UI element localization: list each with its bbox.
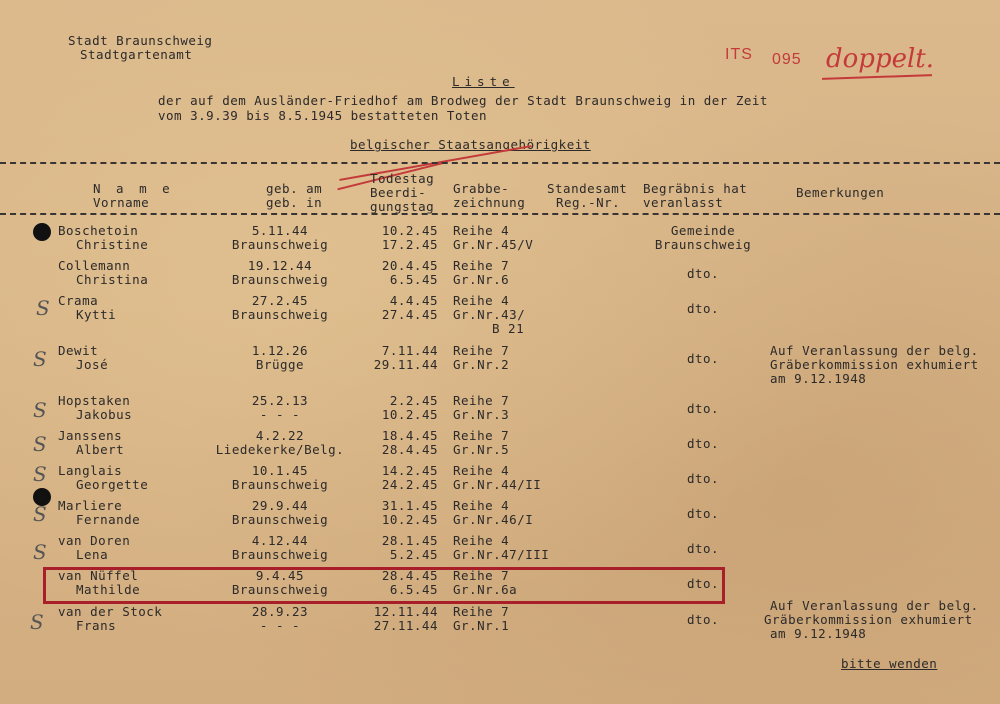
check-mark: S xyxy=(36,296,50,320)
birth-place: - - - xyxy=(259,618,301,633)
surname: Collemann xyxy=(58,258,131,273)
remark-line: am 9.12.1948 xyxy=(770,626,867,641)
note-underline xyxy=(822,74,932,80)
arranged-by: dto. xyxy=(686,612,720,627)
burial-date: 6.5.45 xyxy=(389,272,438,287)
arranged-by: dto. xyxy=(686,541,720,556)
grave-number: Gr.Nr.43/ xyxy=(453,307,526,322)
death-date: 28.1.45 xyxy=(381,533,438,548)
office-name: Stadt Braunschweig xyxy=(68,33,213,48)
death-date: 2.2.45 xyxy=(389,393,438,408)
grave-row: Reihe 4 xyxy=(453,498,510,513)
birth-date: 10.1.45 xyxy=(251,463,309,478)
handwritten-note: doppelt. xyxy=(826,44,934,74)
check-mark: S xyxy=(33,462,47,486)
death-date: 31.1.45 xyxy=(381,498,438,513)
arranged-by: dto. xyxy=(686,301,720,316)
check-mark: S xyxy=(33,502,47,526)
remark-line: Auf Veranlassung der belg. xyxy=(770,343,979,358)
first-name: Georgette xyxy=(76,477,149,492)
check-mark: S xyxy=(33,540,47,564)
birth-place: Braunschweig xyxy=(231,512,329,527)
birth-date: 5.11.44 xyxy=(251,223,309,238)
arranged-by: dto. xyxy=(686,351,720,366)
burial-date: 10.2.45 xyxy=(381,407,438,422)
death-date: 28.4.45 xyxy=(381,568,438,583)
surname: Janssens xyxy=(58,428,123,443)
col-death-date: Todestag xyxy=(370,171,435,186)
burial-date: 28.4.45 xyxy=(381,442,438,457)
title-line-2: vom 3.9.39 bis 8.5.1945 bestatteten Toten xyxy=(158,108,488,123)
burial-date: 24.2.45 xyxy=(381,477,438,492)
death-date: 4.4.45 xyxy=(389,293,438,308)
burial-date: 17.2.45 xyxy=(381,237,438,252)
first-name: Kytti xyxy=(76,307,117,322)
burial-date: 29.11.44 xyxy=(373,357,438,372)
death-date: 10.2.45 xyxy=(381,223,438,238)
grave-row: Reihe 7 xyxy=(453,258,510,273)
birth-date: 25.2.13 xyxy=(251,393,309,408)
its-stamp: ITS xyxy=(725,46,753,63)
col-registry-2: Reg.-Nr. xyxy=(556,195,621,210)
document-title: Liste xyxy=(452,74,515,89)
birth-date: 28.9.23 xyxy=(251,604,309,619)
birth-date: 27.2.45 xyxy=(251,293,309,308)
first-name: Frans xyxy=(76,618,117,633)
surname: Hopstaken xyxy=(58,393,131,408)
header-rule-top xyxy=(0,162,1000,164)
grave-row: Reihe 7 xyxy=(453,604,510,619)
grave-row: Reihe 7 xyxy=(453,343,510,358)
grave-row: Reihe 4 xyxy=(453,463,510,478)
birth-date: 4.2.22 xyxy=(255,428,305,443)
birth-place: Braunschweig xyxy=(231,547,329,562)
first-name: Jakobus xyxy=(76,407,133,422)
col-firstname: Vorname xyxy=(93,195,150,210)
death-date: 18.4.45 xyxy=(381,428,438,443)
check-mark: S xyxy=(33,398,47,422)
grave-number: Gr.Nr.5 xyxy=(453,442,510,457)
surname: Dewit xyxy=(58,343,99,358)
birth-place: Liedekerke/Belg. xyxy=(215,442,345,457)
col-remarks: Bemerkungen xyxy=(796,185,885,200)
col-arranged-2: veranlasst xyxy=(643,195,724,210)
grave-number: Gr.Nr.2 xyxy=(453,357,510,372)
surname: Langlais xyxy=(58,463,123,478)
grave-number: Gr.Nr.6a xyxy=(453,582,518,597)
nationality-subtitle: belgischer Staatsangehörigkeit xyxy=(350,137,591,152)
grave-row: Reihe 4 xyxy=(453,293,510,308)
first-name: Fernande xyxy=(76,512,141,527)
col-burial-1: Beerdi- xyxy=(370,185,427,200)
grave-number: Gr.Nr.46/I xyxy=(453,512,534,527)
birth-place: Braunschweig xyxy=(231,582,329,597)
burial-date: 27.11.44 xyxy=(373,618,438,633)
its-number: 095 xyxy=(772,51,802,68)
grave-row: Reihe 7 xyxy=(453,393,510,408)
birth-date: 19.12.44 xyxy=(247,258,313,273)
grave-number-extra: B 21 xyxy=(492,321,525,336)
birth-place: Braunschweig xyxy=(231,272,329,287)
birth-date: 4.12.44 xyxy=(251,533,309,548)
arranged-by: dto. xyxy=(686,506,720,521)
arranged-by: dto. xyxy=(686,576,720,591)
header-rule-bottom xyxy=(0,213,1000,215)
surname: Marliere xyxy=(58,498,123,513)
surname: van Nüffel xyxy=(58,568,139,583)
check-mark: S xyxy=(33,432,47,456)
birth-place: Braunschweig xyxy=(231,477,329,492)
title-line-1: der auf dem Ausländer-Friedhof am Brodweg der Stadt Braunschweig in der Zeit xyxy=(158,93,768,108)
birth-date: 29.9.44 xyxy=(251,498,309,513)
grave-row: Reihe 7 xyxy=(453,428,510,443)
surname: Crama xyxy=(58,293,99,308)
arranged-by: Gemeinde xyxy=(670,223,736,238)
grave-row: Reihe 4 xyxy=(453,223,510,238)
col-name: N a m e xyxy=(93,181,174,196)
first-name: José xyxy=(76,357,109,372)
birth-place: Braunschweig xyxy=(231,237,329,252)
death-date: 14.2.45 xyxy=(381,463,438,478)
col-burial-2: gungstag xyxy=(370,199,435,214)
birth-date: 1.12.26 xyxy=(251,343,309,358)
remark-line: am 9.12.1948 xyxy=(770,371,867,386)
highlighted-row-box xyxy=(43,567,725,604)
grave-number: Gr.Nr.1 xyxy=(453,618,510,633)
death-date: 12.11.44 xyxy=(373,604,438,619)
col-arranged-1: Begräbnis hat xyxy=(643,181,748,196)
remark-line: Auf Veranlassung der belg. xyxy=(770,598,979,613)
grave-number: Gr.Nr.45/V xyxy=(453,237,534,252)
grave-number: Gr.Nr.47/III xyxy=(453,547,550,562)
first-name: Albert xyxy=(76,442,125,457)
office-department: Stadtgartenamt xyxy=(80,47,193,62)
burial-date: 10.2.45 xyxy=(381,512,438,527)
first-name: Mathilde xyxy=(76,582,141,597)
birth-place: Braunschweig xyxy=(231,307,329,322)
col-grave-1: Grabbe- xyxy=(453,181,510,196)
col-born-date: geb. am xyxy=(266,181,323,196)
first-name: Christina xyxy=(76,272,149,287)
death-date: 7.11.44 xyxy=(381,343,438,358)
check-mark: S xyxy=(30,610,44,634)
grave-number: Gr.Nr.3 xyxy=(453,407,510,422)
burial-date: 5.2.45 xyxy=(389,547,438,562)
col-born-place: geb. in xyxy=(266,195,323,210)
burial-date: 6.5.45 xyxy=(389,582,438,597)
death-date: 20.4.45 xyxy=(381,258,438,273)
surname: van der Stock xyxy=(58,604,163,619)
arranged-by: dto. xyxy=(686,266,720,281)
col-registry-1: Standesamt xyxy=(547,181,628,196)
birth-place: - - - xyxy=(259,407,301,422)
burial-date: 27.4.45 xyxy=(381,307,438,322)
birth-place: Brügge xyxy=(255,357,305,372)
col-grave-2: zeichnung xyxy=(453,195,526,210)
punch-hole-top xyxy=(33,223,51,241)
arranged-by-2: Braunschweig xyxy=(654,237,752,252)
surname: van Doren xyxy=(58,533,131,548)
surname: Boschetoin xyxy=(58,223,139,238)
remark-line: Gräberkommission exhumiert xyxy=(770,357,979,372)
arranged-by: dto. xyxy=(686,436,720,451)
birth-date: 9.4.45 xyxy=(255,568,305,583)
arranged-by: dto. xyxy=(686,471,720,486)
first-name: Christine xyxy=(76,237,149,252)
grave-number: Gr.Nr.44/II xyxy=(453,477,542,492)
remark-line: Gräberkommission exhumiert xyxy=(764,612,973,627)
first-name: Lena xyxy=(76,547,109,562)
grave-row: Reihe 4 xyxy=(453,533,510,548)
arranged-by: dto. xyxy=(686,401,720,416)
footer-note: bitte wenden xyxy=(841,656,938,671)
check-mark: S xyxy=(33,347,47,371)
grave-row: Reihe 7 xyxy=(453,568,510,583)
grave-number: Gr.Nr.6 xyxy=(453,272,510,287)
